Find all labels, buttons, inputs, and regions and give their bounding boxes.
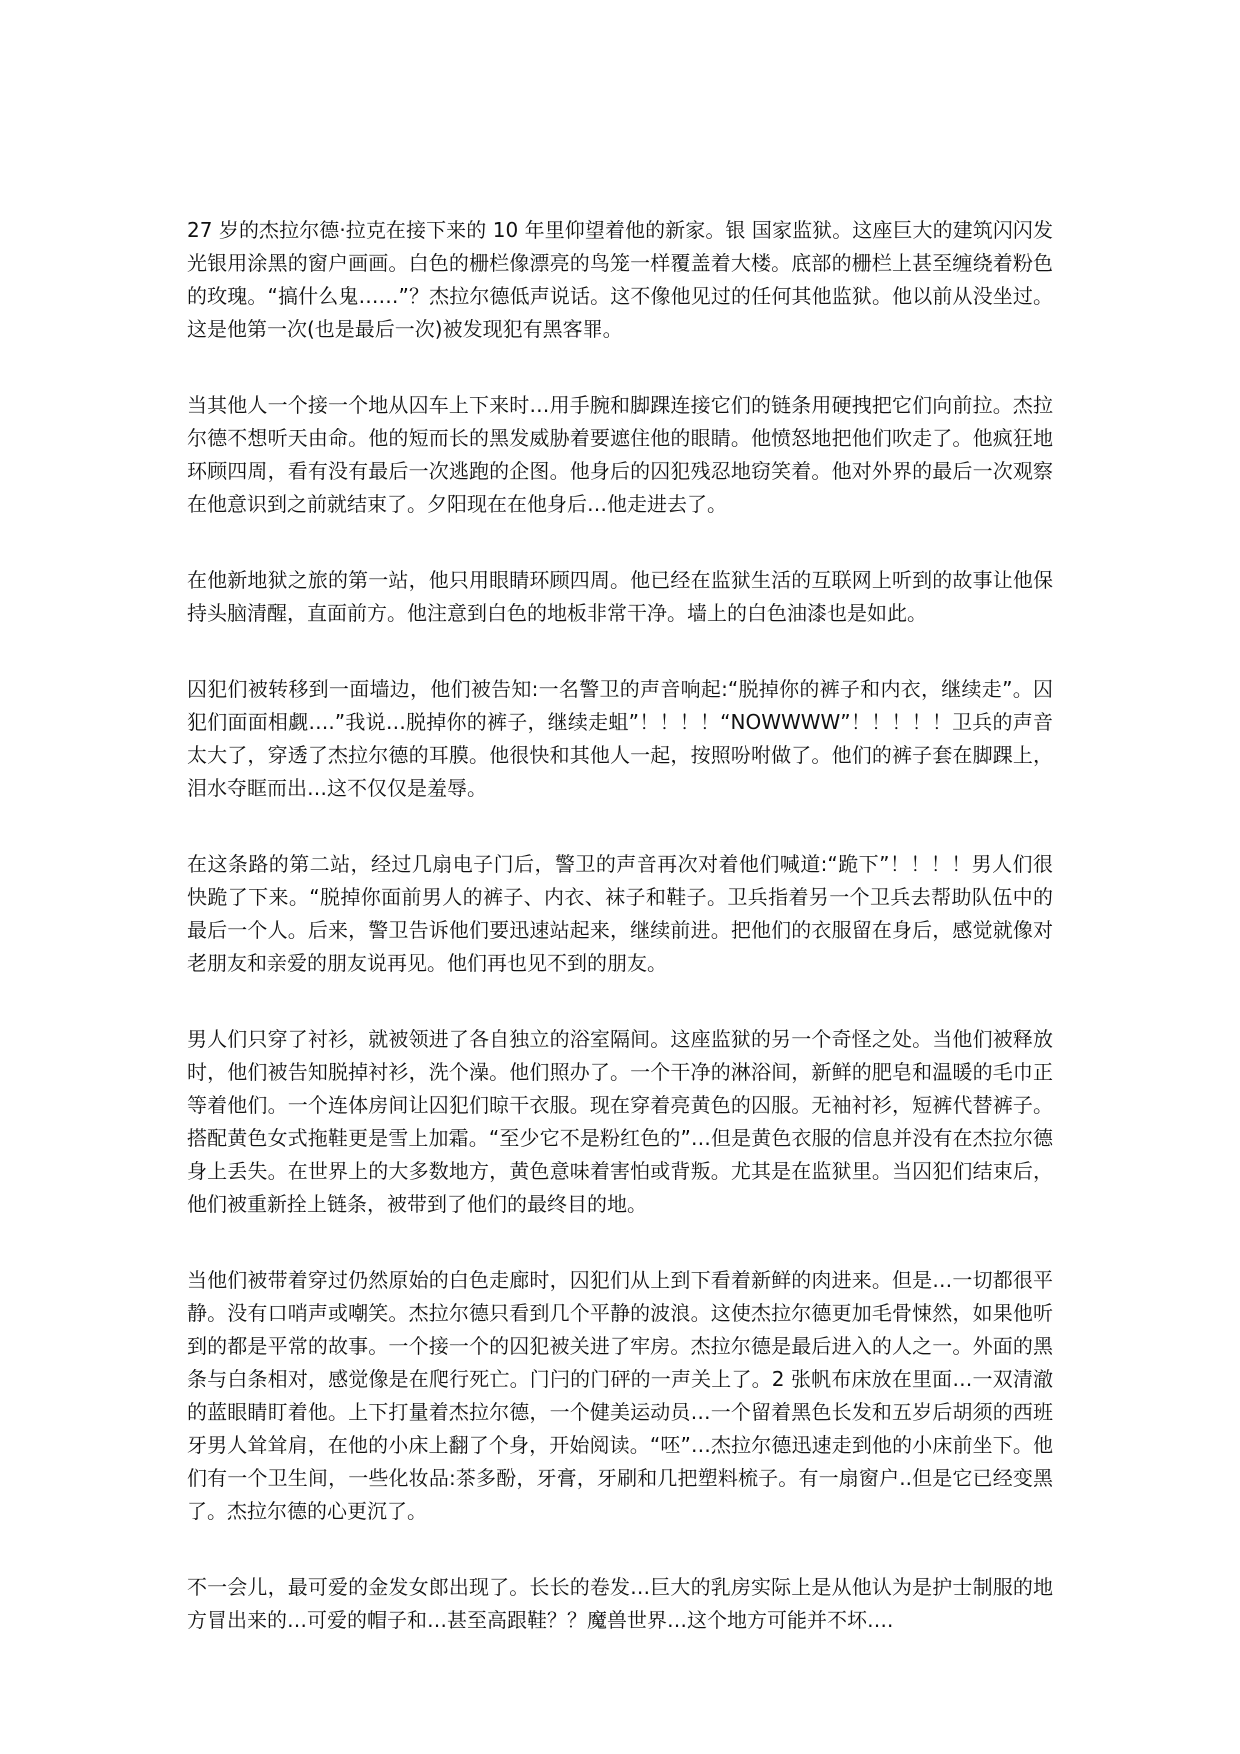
paragraph-7: 当他们被带着穿过仍然原始的白色走廊时，囚犯们从上到下看着新鲜的肉进来。但是…一切都很平静。没有口哨声或嘲笑。杰拉尔德只看到几个平静的波浪。这使杰拉尔德更加毛骨悚然，如果他听到的都是平常的故事。一个接一个的囚犯被关进了牢房。杰拉尔德是最后进入的人之一。外面的黑条与白条相对，感觉像是在爬行死亡。门闩的门砰的一声关上了。2 张帆布床放在里面…一双清澈的蓝眼睛盯着他。上下打量着杰拉尔德，一个健美运动员…一个留着黑色长发和五岁后胡须的西班牙男人耸耸肩，在他的小床上翻了个身，开始阅读。“呸”…杰拉尔德迅速走到他的小床前坐下。他们有一个卫生间，一些化妆品:茶多酚，牙膏，牙刷和几把塑料梳子。有一扇窗户..但是它已经变黑了。杰拉尔德的心更沉了。: [187, 1268, 1053, 1523]
paragraph-5: 在这条路的第二站，经过几扇电子门后，警卫的声音再次对着他们喊道:“跪下”！！！！男人们很快跪了下来。“脱掉你面前男人的裤子、内衣、袜子和鞋子。卫兵指着另一个卫兵去帮助队伍中的最后一个人。后来，警卫告诉他们要迅速站起来，继续前进。把他们的衣服留在身后，感觉就像对老朋友和亲爱的朋友说再见。他们再也见不到的朋友。: [187, 852, 1053, 975]
document-body: [187, 214, 1053, 1680]
paragraph-8: 不一会儿，最可爱的金发女郎出现了。长长的卷发…巨大的乳房实际上是从他认为是护士制服的地方冒出来的…可爱的帽子和…甚至高跟鞋？？魔兽世界…这个地方可能并不坏….: [187, 1575, 1053, 1632]
paragraph-4: 囚犯们被转移到一面墙边，他们被告知:一名警卫的声音响起:“脱掉你的裤子和内衣，继续走”。囚犯们面面相觑….”我说…脱掉你的裤子，继续走蛆”！！！！“NOWWWW”！！！！！卫兵的声音太大了，穿透了杰拉尔德的耳膜。他很快和其他人一起，按照吩咐做了。他们的裤子套在脚踝上，泪水夺眶而出…这不仅仅是羞辱。: [187, 677, 1053, 800]
paragraph-1: 27 岁的杰拉尔德·拉克在接下来的 10 年里仰望着他的新家。银 国家监狱。这座巨大的建筑闪闪发光银用涂黑的窗户画画。白色的栅栏像漂亮的鸟笼一样覆盖着大楼。底部的栅栏上甚至缠绕着粉色的玫瑰。“搞什么鬼……”？杰拉尔德低声说话。这不像他见过的任何其他监狱。他以前从没坐过。这是他第一次(也是最后一次)被发现犯有黑客罪。: [187, 218, 1053, 341]
paragraph-2: 当其他人一个接一个地从囚车上下来时…用手腕和脚踝连接它们的链条用硬拽把它们向前拉。杰拉尔德不想听天由命。他的短而长的黑发威胁着要遮住他的眼睛。他愤怒地把他们吹走了。他疯狂地环顾四周，看有没有最后一次逃跑的企图。他身后的囚犯残忍地窃笑着。他对外界的最后一次观察在他意识到之前就结束了。夕阳现在在他身后…他走进去了。: [187, 393, 1053, 516]
paragraph-6: 男人们只穿了衬衫，就被领进了各自独立的浴室隔间。这座监狱的另一个奇怪之处。当他们被释放时，他们被告知脱掉衬衫，洗个澡。他们照办了。一个干净的淋浴间，新鲜的肥皂和温暖的毛巾正等着他们。一个连体房间让囚犯们晾干衣服。现在穿着亮黄色的囚服。无袖衬衫，短裤代替裤子。搭配黄色女式拖鞋更是雪上加霜。“至少它不是粉红色的”…但是黄色衣服的信息并没有在杰拉尔德身上丢失。在世界上的大多数地方，黄色意味着害怕或背叛。尤其是在监狱里。当囚犯们结束后，他们被重新拴上链条，被带到了他们的最终目的地。: [187, 1027, 1053, 1216]
paragraph-3: 在他新地狱之旅的第一站，他只用眼睛环顾四周。他已经在监狱生活的互联网上听到的故事让他保持头脑清醒，直面前方。他注意到白色的地板非常干净。墙上的白色油漆也是如此。: [187, 568, 1053, 625]
